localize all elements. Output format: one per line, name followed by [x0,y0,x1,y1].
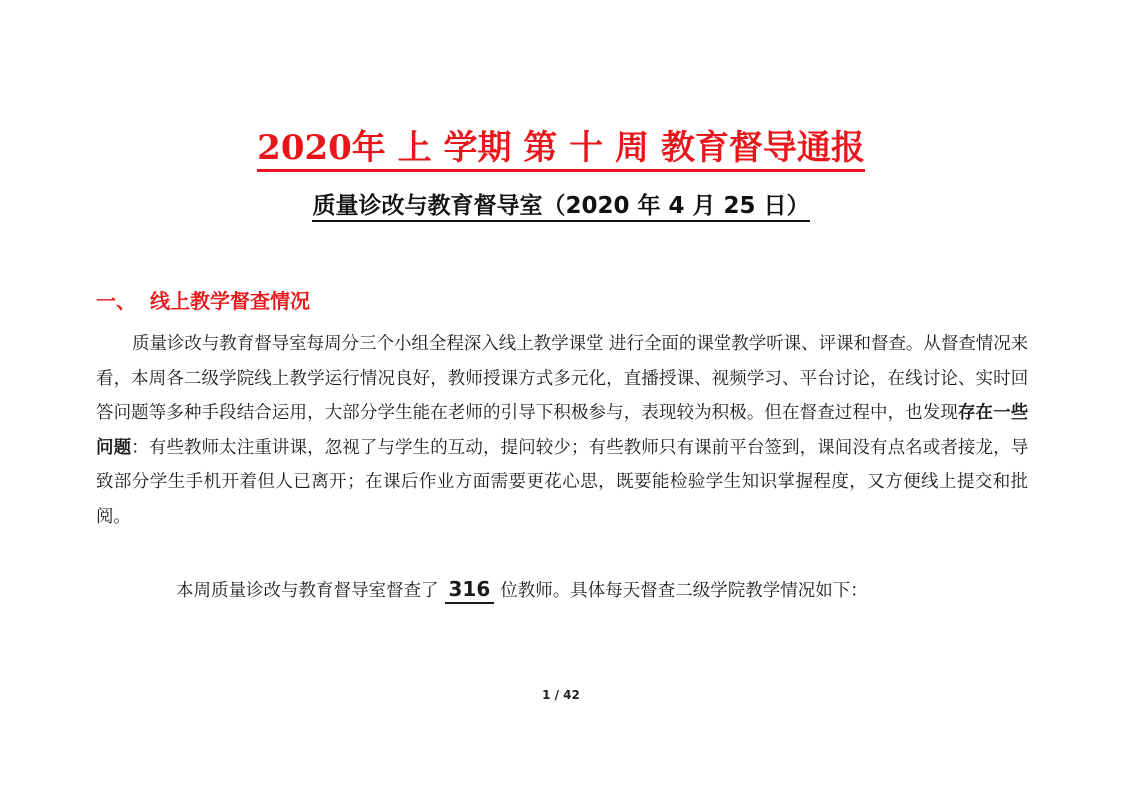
summary-line [176,574,868,608]
teacher-count: 316 [445,576,495,604]
paragraph-part-2: ：有些教师太注重讲课，忽视了与学生的互动，提问较少；有些教师只有课前平台签到，课间没有点名或者接龙，导致部分学生手机开着但人已离开；在课后作业方面需要更花心思，既要能检验学生知识掌握程度，又方便线上提交和批阅。 [96,437,1028,527]
body-paragraph [96,327,1028,534]
report-title-text: 2020年 上 学期 第 十 周 教育督导通报 [257,128,865,172]
summary-prefix: 本周质量诊改与教育督导室督查了 [176,581,439,601]
page-number: 1 / 42 [542,688,580,702]
paragraph-part-1: 质量诊改与教育督导室每周分三个小组全程深入线上教学课堂 进行全面的课堂教学听课、评课和督查。从督查情况来看，本周各二级学院线上教学运行情况良好，教师授课方式多元化，直播授课、视频学习、平台讨论，在线讨论、实时回答问题等多种手段结合运用，大部分学生能在老师的引导下积极参与，表现较为积极。但在督查过程中，也发现 [96,334,1028,423]
report-title [0,126,1122,170]
report-subtitle-text: 质量诊改与教育督导室（2020 年 4 月 25 日） [312,193,809,222]
section-heading [96,287,310,315]
section-number: 一、 [96,289,136,313]
report-subtitle [0,190,1122,222]
section-heading-text: 线上教学督查情况 [150,289,310,313]
summary-suffix: 位教师。具体每天督查二级学院教学情况如下： [500,581,868,601]
paragraph-bold-phrase: 存在一些问题 [96,403,1028,458]
